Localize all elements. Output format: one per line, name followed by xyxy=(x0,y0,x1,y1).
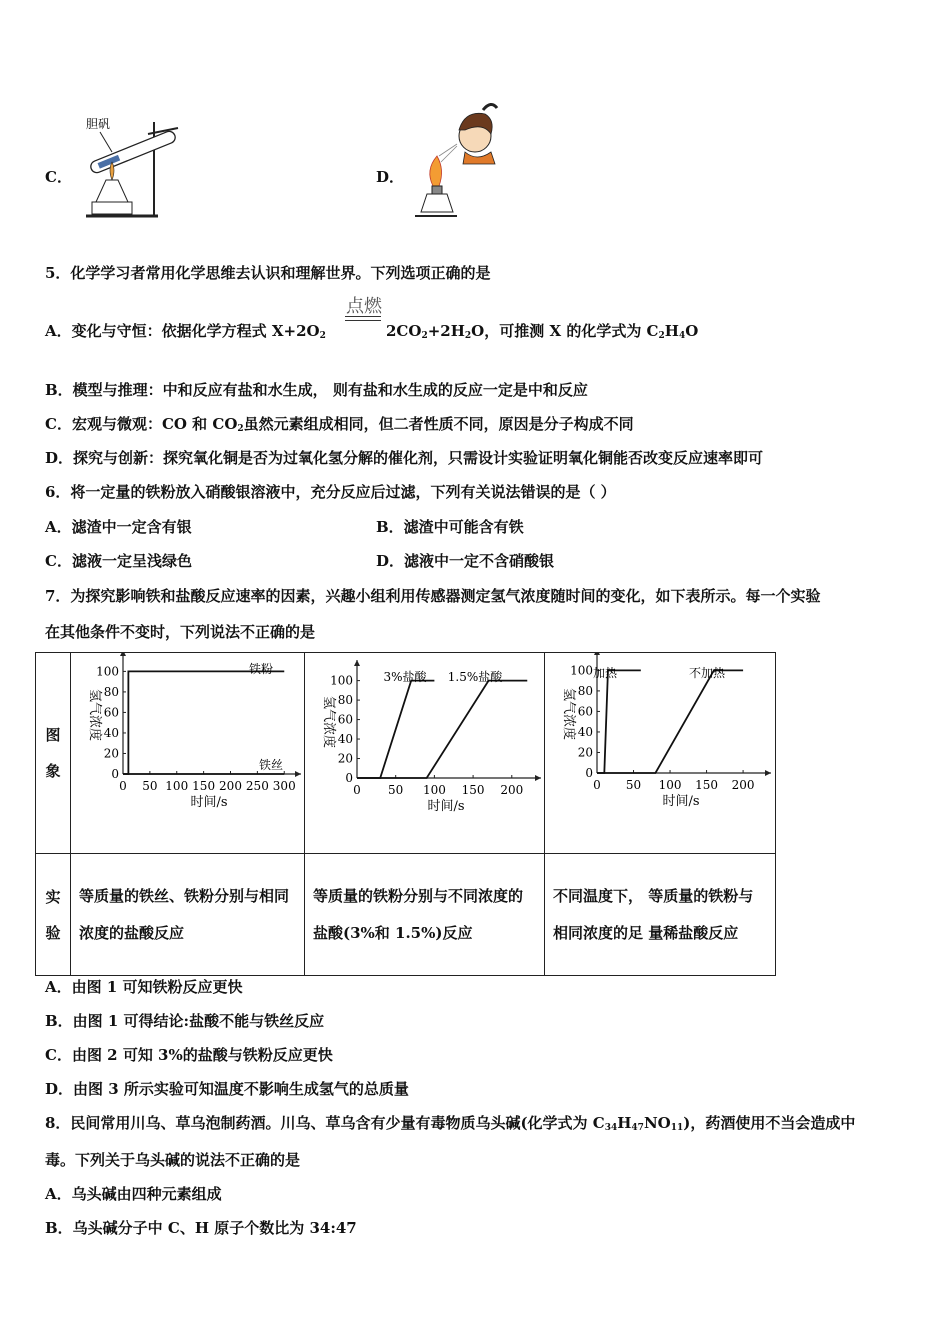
x-tick-label: 50 xyxy=(142,779,158,793)
q5-option-a-rhs: $2CO_2+2H_2O$，可推测 X 的化学式为 $C_2H_4O$ xyxy=(386,322,699,341)
x-axis-label: 时间/s xyxy=(662,794,700,809)
x-tick-label: 100 xyxy=(165,779,189,793)
bluestone-heating-apparatus xyxy=(78,112,193,222)
x-tick-label: 200 xyxy=(219,779,242,793)
y-axis-arrow xyxy=(594,653,600,655)
series-line-1 xyxy=(597,670,641,773)
x-tick-label: 0 xyxy=(119,779,127,793)
chart-cell-1 xyxy=(71,653,305,854)
q5-option-c: C．宏观与微观：CO 和 $CO_2$虽然元素组成相同，但二者性质不同，原因是分子构成不同 xyxy=(45,415,634,434)
series-line-2 xyxy=(597,670,743,773)
q5-option-a: A．变化与守恒：依据化学方程式 $X+2O_2$ xyxy=(45,322,326,341)
chart-2-acid-concentration xyxy=(305,653,544,849)
q7-stem-line1: 7．为探究影响铁和盐酸反应速率的因素，兴趣小组利用传感器测定氢气浓度随时间的变化，如下表所示。每一个实验 xyxy=(45,587,821,605)
x-tick-label: 100 xyxy=(658,778,682,792)
option-c-label: C． xyxy=(45,168,72,186)
y-axis-label: 氢气浓度 xyxy=(561,687,576,741)
series-line-2 xyxy=(357,681,527,778)
q7-stem-line2: 在其他条件不变时，下列说法不正确的是 xyxy=(45,623,316,641)
reaction-condition: 点燃 xyxy=(346,296,382,317)
x-tick-label: 150 xyxy=(192,779,216,793)
q7-option-c: C．由图 2 可知 3%的盐酸与铁粉反应更快 xyxy=(45,1046,333,1064)
series-label-1: 3%盐酸 xyxy=(383,670,427,684)
blowing-out-lamp-illustration xyxy=(405,100,510,222)
q6-stem: 6．将一定量的铁粉放入硝酸银溶液中，充分反应后过滤，下列有关说法错误的是（ ） xyxy=(45,483,616,501)
q8-option-b: B．乌头碱分子中 C、H 原子个数比为 34:47 xyxy=(45,1219,357,1237)
row-head-experiment: 实验 xyxy=(36,854,71,976)
y-tick-label: 20 xyxy=(103,746,119,761)
y-tick-label: 0 xyxy=(585,766,593,780)
chart-cell-3 xyxy=(545,653,776,854)
y-axis-arrow xyxy=(120,653,126,656)
x-tick-label: 150 xyxy=(695,778,719,792)
y-tick-label: 40 xyxy=(337,732,353,747)
experiment-1-description: 等质量的铁丝、铁粉分别与相同浓度的盐酸反应 xyxy=(71,854,305,976)
x-axis-arrow xyxy=(295,771,301,777)
q7-option-a: A．由图 1 可知铁粉反应更快 xyxy=(45,978,243,996)
q6-option-b: B．滤渣中可能含有铁 xyxy=(376,518,524,536)
x-tick-label: 250 xyxy=(245,779,269,793)
y-tick-label: 20 xyxy=(577,745,593,760)
x-axis-label: 时间/s xyxy=(427,799,465,814)
y-axis-label: 氢气浓度 xyxy=(87,688,102,742)
y-tick-label: 20 xyxy=(337,751,353,766)
chart-cell-2 xyxy=(305,653,545,854)
x-tick-label: 200 xyxy=(500,783,524,797)
x-tick-label: 100 xyxy=(422,783,446,797)
y-tick-label: 100 xyxy=(330,673,353,688)
option-d-label: D． xyxy=(376,168,405,186)
chart-1-iron-powder-vs-wire xyxy=(71,653,304,849)
q6-option-a: A．滤渣中一定含有银 xyxy=(45,518,192,536)
y-tick-label: 40 xyxy=(577,724,593,739)
x-tick-label: 150 xyxy=(461,783,485,797)
q5-stem: 5．化学学习者常用化学思维去认识和理解世界。下列选项正确的是 xyxy=(45,264,491,282)
q7-option-d: D．由图 3 所示实验可知温度不影响生成氢气的总质量 xyxy=(45,1080,409,1098)
series-label-2: 不加热 xyxy=(688,666,726,680)
series-label-2: 铁丝 xyxy=(258,758,284,772)
y-tick-label: 60 xyxy=(103,705,119,720)
y-tick-label: 60 xyxy=(337,712,353,727)
chart-3-temperature xyxy=(545,653,775,849)
x-axis-arrow xyxy=(765,770,771,776)
experiment-table xyxy=(35,652,776,976)
y-tick-label: 60 xyxy=(577,704,593,719)
series-label-2: 1.5%盐酸 xyxy=(447,670,503,684)
y-tick-label: 100 xyxy=(570,663,593,678)
y-tick-label: 80 xyxy=(337,693,353,708)
y-tick-label: 40 xyxy=(103,725,119,740)
y-tick-label: 80 xyxy=(103,684,119,699)
q8-stem-line1: 8．民间常用川乌、草乌泡制药酒。川乌、草乌含有少量有毒物质乌头碱(化学式为 $C_{34}H_{47}NO_{11}$)，药酒使用不当会造成中 xyxy=(45,1114,856,1133)
y-tick-label: 0 xyxy=(345,771,353,785)
x-tick-label: 50 xyxy=(625,778,642,792)
series-label-1: 加热 xyxy=(592,666,618,680)
y-axis-label: 氢气浓度 xyxy=(321,695,336,749)
condition-bar-bottom xyxy=(345,320,381,321)
condition-bar-top xyxy=(345,316,381,317)
bluestone-caption: 胆矾 xyxy=(86,117,111,131)
x-tick-label: 50 xyxy=(388,783,404,797)
q5-option-d: D．探究与创新：探究氧化铜是否为过氧化氢分解的催化剂，只需设计实验证明氧化铜能否改变反应速率即可 xyxy=(45,449,764,467)
x-tick-label: 300 xyxy=(272,779,296,793)
y-tick-label: 0 xyxy=(111,767,119,781)
row-head-graph: 图象 xyxy=(36,653,71,854)
x-tick-label: 200 xyxy=(731,778,755,792)
experiment-2-description: 等质量的铁粉分别与不同浓度的盐酸(3%和 1.5%)反应 xyxy=(305,854,545,976)
q8-stem-line2: 毒。下列关于乌头碱的说法不正确的是 xyxy=(45,1151,301,1169)
q7-option-b: B．由图 1 可得结论:盐酸不能与铁丝反应 xyxy=(45,1012,325,1030)
q8-option-a: A．乌头碱由四种元素组成 xyxy=(45,1185,222,1203)
series-line-1 xyxy=(357,681,434,778)
x-tick-label: 0 xyxy=(593,778,601,792)
q5-option-b: B．模型与推理：中和反应有盐和水生成， 则有盐和水生成的反应一定是中和反应 xyxy=(45,381,588,399)
x-tick-label: 0 xyxy=(353,783,361,797)
y-tick-label: 100 xyxy=(96,664,119,679)
x-axis-label: 时间/s xyxy=(190,795,228,810)
q6-option-c: C．滤液一定呈浅绿色 xyxy=(45,552,192,570)
q6-option-d: D．滤液中一定不含硝酸银 xyxy=(376,552,555,570)
x-axis-arrow xyxy=(535,775,541,781)
y-axis-arrow xyxy=(354,660,360,666)
series-label-1: 铁粉 xyxy=(248,662,274,676)
y-tick-label: 80 xyxy=(577,683,593,698)
experiment-3-description: 不同温度下， 等质量的铁粉与相同浓度的足 量稀盐酸反应 xyxy=(545,854,776,976)
